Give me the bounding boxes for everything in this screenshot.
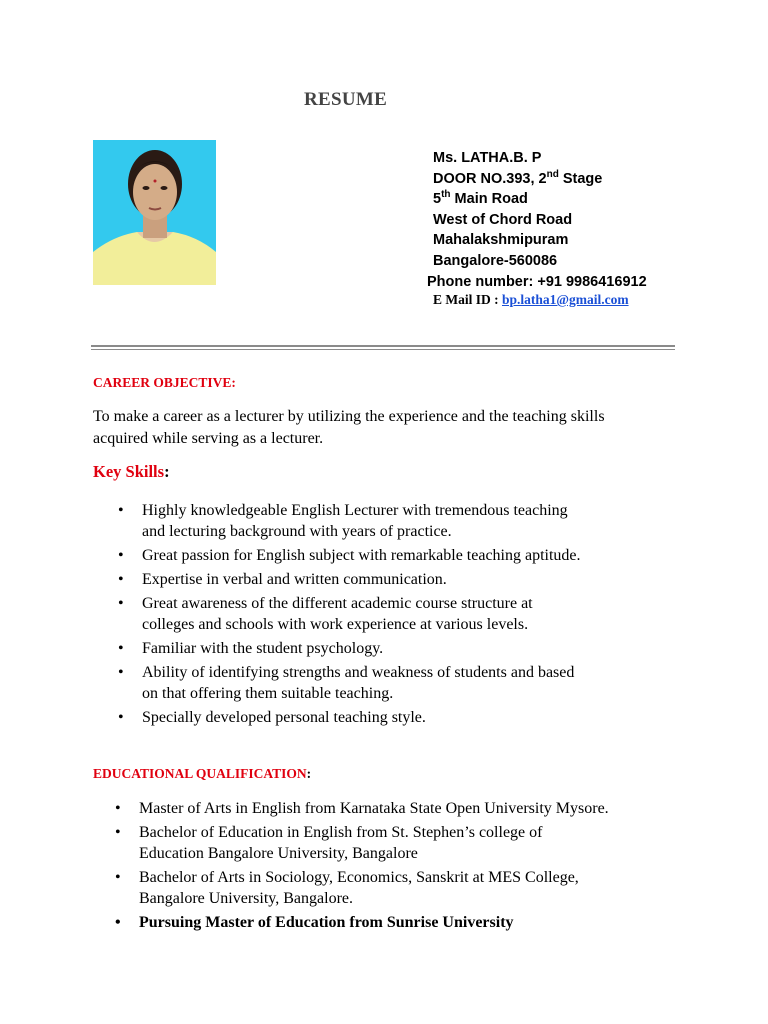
bullet-icon: •	[118, 571, 124, 588]
address-door	[427, 169, 647, 190]
bullet-icon: •	[115, 869, 121, 886]
address-area: West of Chord Road	[433, 211, 573, 228]
email-label: E Mail ID :	[433, 292, 502, 307]
key-skills-heading-text: Key Skills	[93, 462, 165, 481]
list-item: • Great passion for English subject with remarkable teaching aptitude.	[118, 547, 581, 564]
list-item: • Expertise in verbal and written communication.	[118, 571, 447, 588]
address-main-prefix: 5	[433, 191, 442, 208]
phone-number: Phone number: +91 9986416912	[427, 273, 647, 290]
education-heading-text: EDUCATIONAL QUALIFICATION	[93, 766, 307, 781]
bullet-icon: •	[118, 547, 124, 564]
address-city: Bangalore-560086	[433, 252, 558, 269]
address-door-sup: nd	[546, 168, 559, 180]
email-line	[433, 292, 629, 308]
key-skills-list	[118, 500, 682, 731]
divider-thick	[91, 345, 675, 347]
list-item: • Great awareness of the different academic course structure at colleges and schools with work experience at various levels.	[118, 595, 533, 633]
list-item: • Master of Arts in English from Karnataka State Open University Mysore.	[115, 800, 609, 817]
address-main-road	[427, 189, 647, 210]
list-item: • Familiar with the student psychology.	[118, 640, 384, 657]
address-locality: Mahalakshmipuram	[433, 232, 569, 249]
email-link[interactable]: bp.latha1@gmail.com	[502, 292, 629, 307]
resume-title: RESUME	[304, 89, 388, 110]
address-main-sup: th	[441, 189, 451, 201]
list-item: • Highly knowledgeable English Lecturer with tremendous teaching and lecturing background with years of practice.	[118, 502, 568, 540]
career-objective-text	[93, 406, 693, 450]
career-objective-heading: CAREER OBJECTIVE:	[93, 375, 236, 390]
bullet-icon: •	[118, 502, 124, 519]
bullet-icon: •	[115, 824, 121, 841]
divider-thin	[91, 349, 675, 350]
list-item: • Specially developed personal teaching style.	[118, 709, 426, 726]
list-item: • Ability of identifying strengths and weakness of students and based on that offering them suitable teaching.	[118, 664, 575, 702]
candidate-name: Ms. LATHA.B. P	[433, 150, 542, 166]
list-item: • Bachelor of Arts in Sociology, Economics, Sanskrit at MES College, Bangalore University, Bangalore.	[115, 869, 579, 907]
profile-photo-image	[93, 140, 216, 285]
address-main-suffix: Main Road	[450, 191, 528, 208]
bullet-icon: •	[118, 664, 124, 681]
key-skills-heading-colon: :	[164, 462, 170, 481]
bullet-icon: •	[118, 640, 124, 657]
key-skills-heading	[93, 462, 170, 482]
career-objective-line-2: acquired while serving as a lecturer.	[93, 430, 324, 447]
profile-photo	[93, 140, 216, 285]
bullet-icon: •	[115, 800, 121, 817]
bullet-icon: •	[118, 709, 124, 726]
bullet-icon: •	[118, 595, 124, 612]
career-objective-line-1: To make a career as a lecturer by utilizing the experience and the teaching skills	[93, 408, 605, 425]
education-heading	[93, 766, 311, 782]
contact-block	[427, 148, 647, 292]
list-item: • Bachelor of Education in English from St. Stephen’s college of Education Bangalore University, Bangalore	[115, 824, 543, 862]
education-list	[115, 798, 699, 936]
education-heading-colon: :	[306, 766, 312, 781]
address-door-prefix: DOOR NO.393, 2	[433, 170, 547, 187]
bullet-icon: •	[115, 914, 121, 931]
list-item: • Pursuing Master of Education from Sunrise University	[115, 914, 514, 931]
address-door-suffix: Stage	[558, 170, 603, 187]
